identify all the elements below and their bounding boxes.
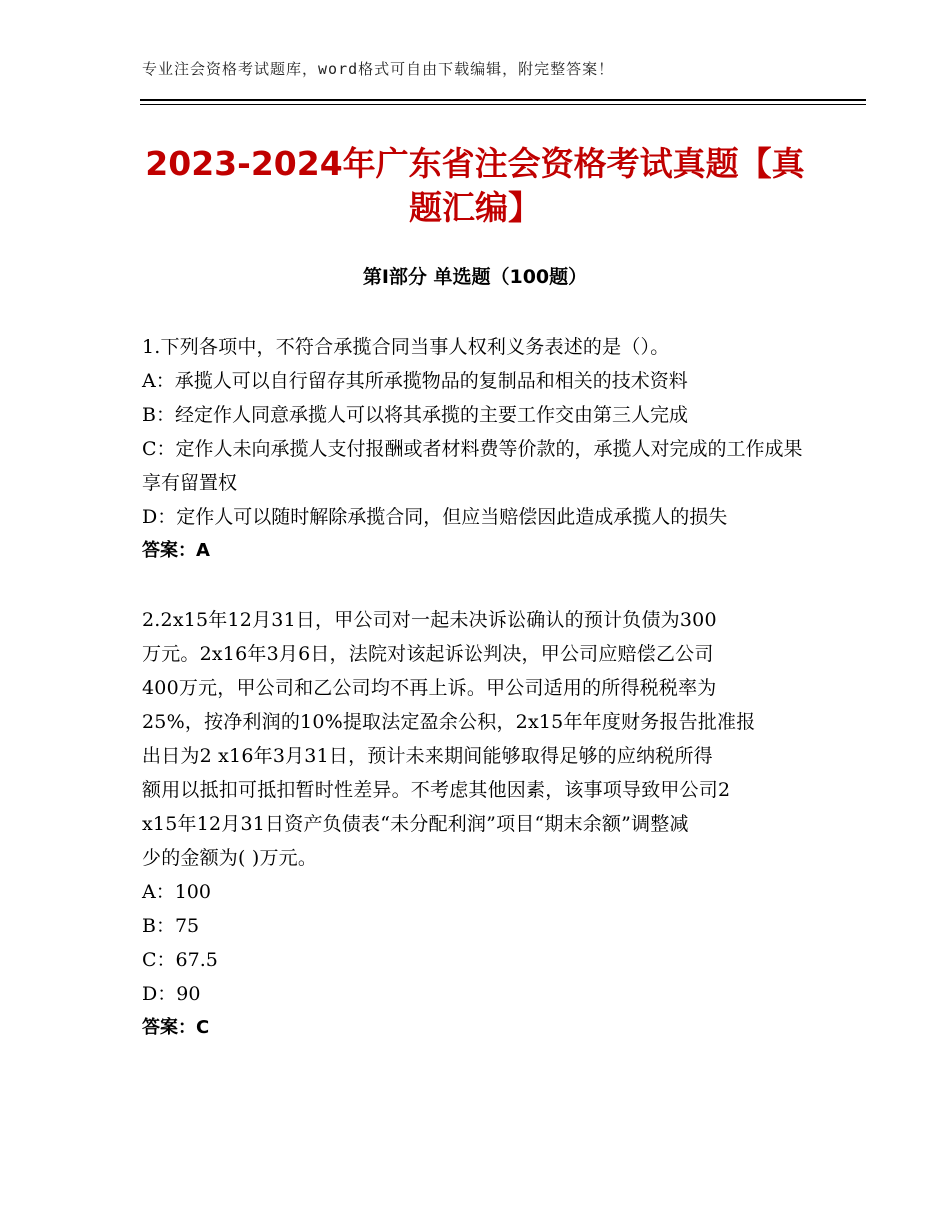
option-b: B：经定作人同意承揽人可以将其承揽的主要工作交由第三人完成 (142, 404, 688, 426)
header-note: 专业注会资格考试题库，word格式可自由下载编辑，附完整答案！ (142, 60, 615, 78)
option-c: C：67.5 (142, 949, 218, 971)
document-title: 2023-2024年广东省注会资格考试真题【真题汇编】 (145, 144, 805, 227)
option-d: D：定作人可以随时解除承揽合同，但应当赔偿因此造成承揽人的损失 (142, 506, 728, 528)
option-c: C：定作人未向承揽人支付报酬或者材料费等价款的，承揽人对完成的工作成果享有留置权 (142, 438, 803, 494)
option-b: B：75 (142, 915, 200, 937)
question-stem-line: 400万元，甲公司和乙公司均不再上诉。甲公司适用的所得税税率为 (142, 677, 717, 699)
answer-label: 答案：C (142, 1017, 210, 1038)
question-1 (142, 330, 814, 568)
option-a: A：承揽人可以自行留存其所承揽物品的复制品和相关的技术资料 (142, 370, 688, 392)
answer-label: 答案：A (142, 540, 210, 561)
question-stem (142, 330, 814, 364)
option-d: D：90 (142, 983, 201, 1005)
question-2 (142, 603, 814, 1045)
question-stem-line: 1.下列各项中，不符合承揽合同当事人权利义务表述的是（）。 (142, 336, 670, 358)
header-divider-thin (140, 104, 866, 105)
header-divider-thick (140, 99, 866, 101)
question-stem-line: 25%，按净利润的10%提取法定盈余公积，2x15年年度财务报告批准报 (142, 711, 756, 733)
question-stem-line: 额用以抵扣可抵扣暂时性差异。不考虑其他因素，该事项导致甲公司2 (142, 779, 731, 801)
question-stem-line: x15年12月31日资产负债表“未分配利润”项目“期末余额”调整减 (142, 813, 689, 835)
option-a: A：100 (142, 881, 211, 903)
question-stem (142, 603, 814, 875)
question-stem-line: 少的金额为( )万元。 (142, 847, 318, 869)
question-stem-line: 万元。2x16年3月6日，法院对该起诉讼判决，甲公司应赔偿乙公司 (142, 643, 714, 665)
question-stem-line: 出日为2 x16年3月31日，预计未来期间能够取得足够的应纳税所得 (142, 745, 713, 767)
question-stem-line: 2.2x15年12月31日，甲公司对一起未决诉讼确认的预计负债为300 (142, 609, 717, 631)
section-heading: 第Ⅰ部分 单选题（100题） (362, 266, 588, 288)
